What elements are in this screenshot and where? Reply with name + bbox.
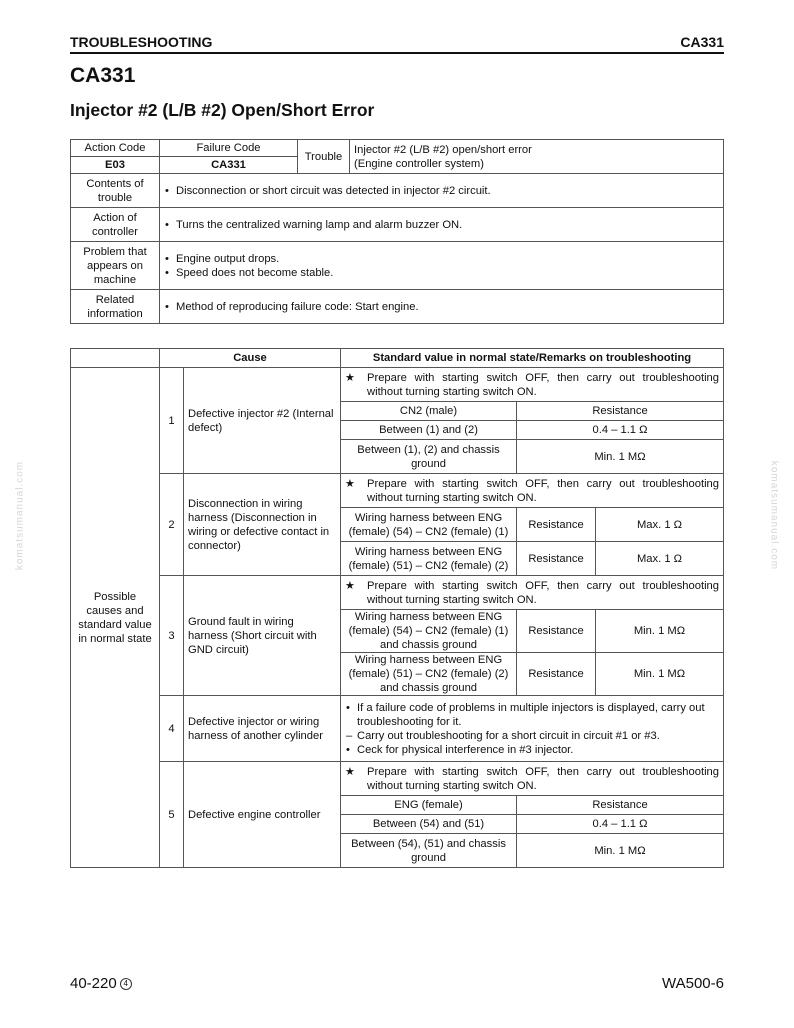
measure-value: Min. 1 MΩ [517,440,724,474]
cause-remarks: • If a failure code of problems in multiple injectors is displayed, carry out troubleshooting for it. – Carry out troubleshooting for a short circuit in circuit #1 or #3. • Ceck for physical interference in #3 injector. [341,696,724,762]
cause-number: 4 [160,696,184,762]
measure-head: ENG (female) [341,796,517,815]
star-icon: ★ [345,477,356,490]
cause-number: 3 [160,576,184,696]
contents-of-trouble: • Disconnection or short circuit was detected in injector #2 circuit. [160,174,724,208]
measure-value: Min. 1 MΩ [596,610,724,653]
measure-point: Between (54) and (51) [341,815,517,834]
header-code: CA331 [680,34,724,50]
measure-value: Max. 1 Ω [596,508,724,542]
page-title: CA331 [70,64,136,87]
prepare-note: ★ Prepare with starting switch OFF, then carry out troubleshooting without turning starting switch ON. [341,474,724,508]
measure-item: Resistance [517,508,596,542]
cause-number: 1 [160,368,184,474]
action-code-value: E03 [71,157,160,174]
measure-point: Wiring harness between ENG (female) (51) – CN2 (female) (2) [341,542,517,576]
prepare-note: ★ Prepare with starting switch OFF, then carry out troubleshooting without turning starting switch ON. [341,368,724,402]
measure-item: Resistance [517,610,596,653]
cause-number: 5 [160,762,184,868]
failure-info-table [70,139,724,324]
trouble-label: Trouble [298,140,350,174]
cause-table [70,348,724,868]
star-icon: ★ [345,579,356,592]
measure-value: 0.4 – 1.1 Ω [517,421,724,440]
measure-value: Min. 1 MΩ [596,653,724,696]
star-icon: ★ [345,371,356,384]
measure-value: 0.4 – 1.1 Ω [517,815,724,834]
measure-head: CN2 (male) [341,402,517,421]
measure-point: Wiring harness between ENG (female) (54) – CN2 (female) (1) and chassis ground [341,610,517,653]
section-title: TROUBLESHOOTING [70,34,213,50]
measure-point: Wiring harness between ENG (female) (54) – CN2 (female) (1) [341,508,517,542]
cause-header-blank [71,349,160,368]
problem-on-machine: • Engine output drops. • Speed does not become stable. [160,242,724,290]
action-code-label: Action Code [71,140,160,157]
prepare-note: ★ Prepare with starting switch OFF, then carry out troubleshooting without turning starting switch ON. [341,762,724,796]
measure-item: Resistance [517,653,596,696]
measure-head: Resistance [517,402,724,421]
page-subtitle: Injector #2 (L/B #2) Open/Short Error [70,100,375,120]
star-icon: ★ [345,765,356,778]
measure-value: Min. 1 MΩ [517,834,724,868]
cause-text: Defective engine controller [184,762,341,868]
measure-point: Wiring harness between ENG (female) (51) – CN2 (female) (2) and chassis ground [341,653,517,696]
model-name: WA500-6 [662,975,724,992]
possible-causes-label: Possible causes and standard value in normal state [71,368,160,868]
cause-text: Disconnection in wiring harness (Disconnection in wiring or defective contact in connector) [184,474,341,576]
revision-mark: 4 [120,978,132,990]
cause-header: Cause [160,349,341,368]
measure-point: Between (54), (51) and chassis ground [341,834,517,868]
standard-value-header: Standard value in normal state/Remarks on troubleshooting [341,349,724,368]
watermark-left: komatsumanual.com [14,460,26,571]
cause-text: Ground fault in wiring harness (Short circuit with GND circuit) [184,576,341,696]
trouble-description: Injector #2 (L/B #2) open/short error (Engine controller system) [350,140,724,174]
cause-text: Defective injector #2 (Internal defect) [184,368,341,474]
measure-point: Between (1), (2) and chassis ground [341,440,517,474]
measure-head: Resistance [517,796,724,815]
action-of-controller-label: Action of controller [71,208,160,242]
page-number: 40-220 4 [70,975,132,992]
contents-of-trouble-label: Contents of trouble [71,174,160,208]
measure-value: Max. 1 Ω [596,542,724,576]
failure-code-value: CA331 [160,157,298,174]
related-information: • Method of reproducing failure code: Start engine. [160,290,724,324]
watermark-right: komatsumanual.com [768,460,780,571]
measure-item: Resistance [517,542,596,576]
action-of-controller: • Turns the centralized warning lamp and alarm buzzer ON. [160,208,724,242]
related-information-label: Related information [71,290,160,324]
measure-point: Between (1) and (2) [341,421,517,440]
problem-on-machine-label: Problem that appears on machine [71,242,160,290]
cause-number: 2 [160,474,184,576]
cause-text: Defective injector or wiring harness of another cylinder [184,696,341,762]
failure-code-label: Failure Code [160,140,298,157]
page-header [70,34,724,54]
prepare-note: ★ Prepare with starting switch OFF, then carry out troubleshooting without turning starting switch ON. [341,576,724,610]
